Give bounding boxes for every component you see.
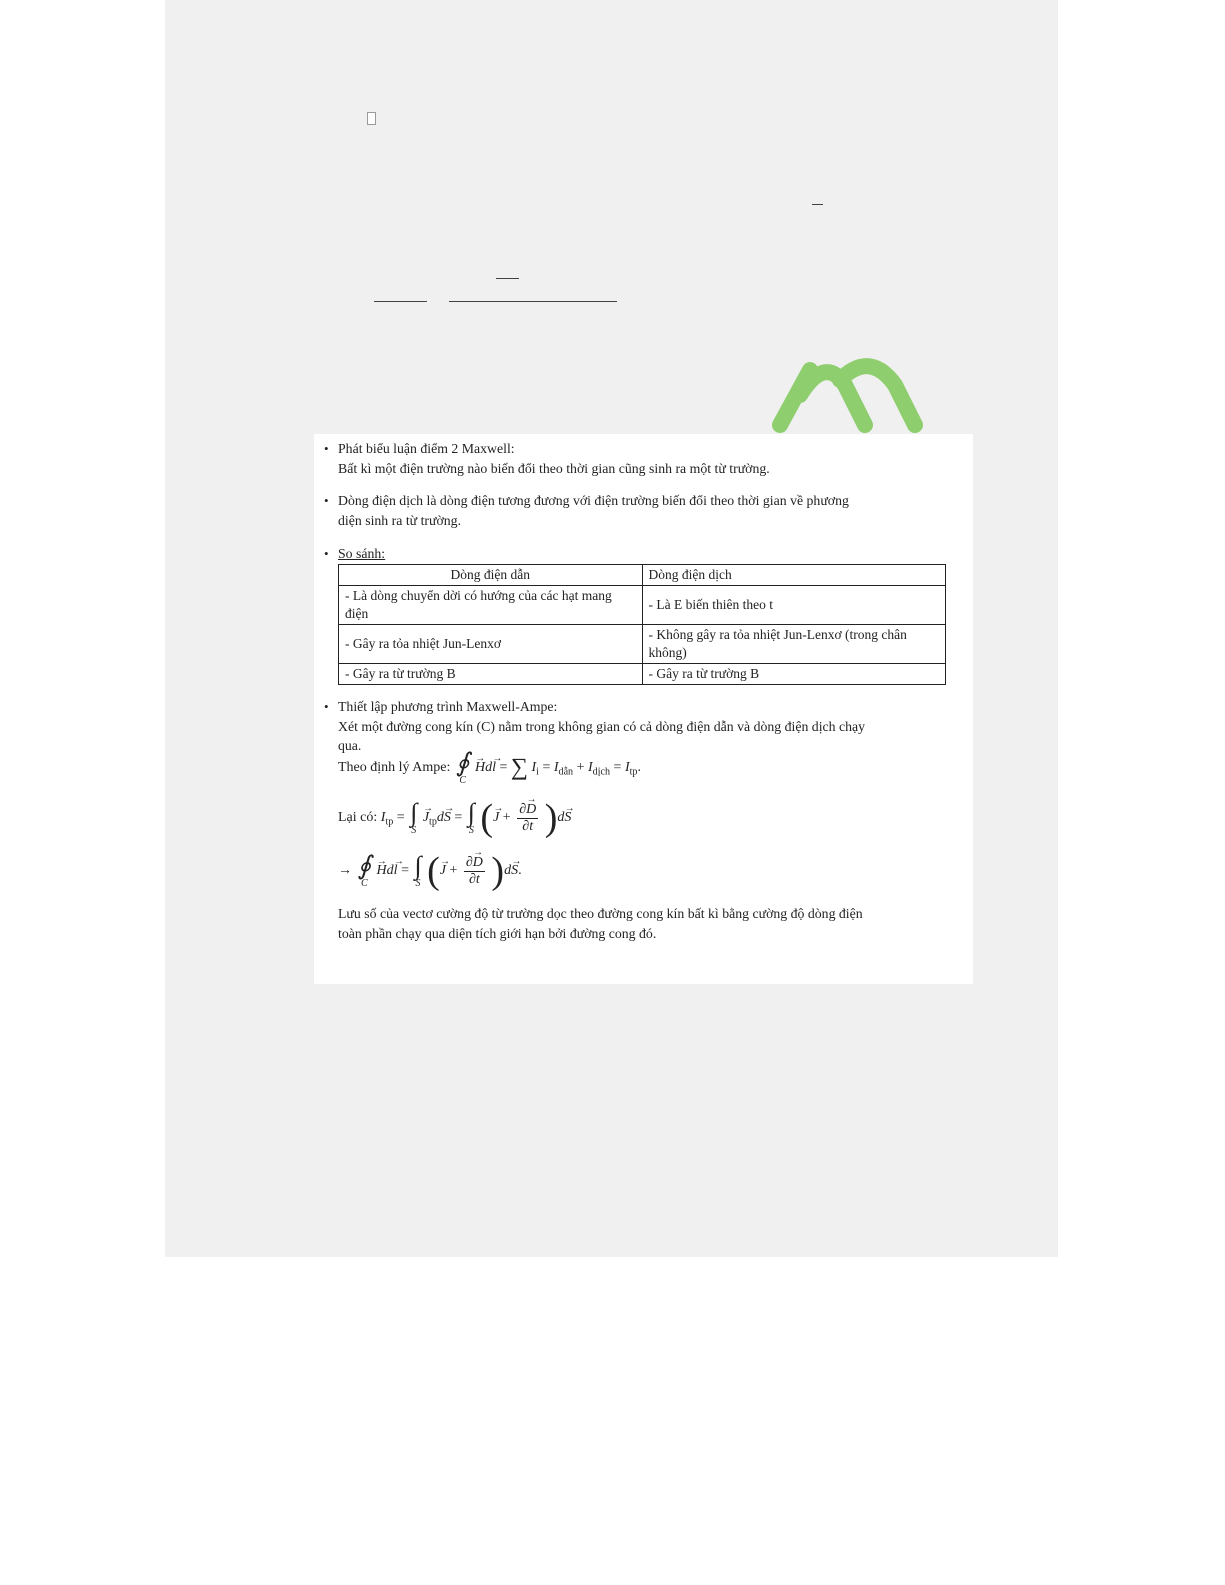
table-cell: - Không gây ra tỏa nhiệt Jun-Lenxơ (trong chân không) <box>642 625 946 664</box>
table-cell: - Gây ra từ trường B <box>339 664 643 685</box>
equation-maxwell-ampere: → ∮ C → Hd→ l = ∫ S (→ J + $\frac{\partial\to D}{\partial t}$ )d→ S. <box>338 849 522 893</box>
table-row <box>339 586 946 625</box>
comparison-table <box>338 564 946 685</box>
section-title: Thiết lập phương trình Maxwell-Ampe: <box>338 699 558 714</box>
watermark-logo <box>770 355 940 435</box>
missing-glyph-icon <box>367 112 376 125</box>
equation-label: Lại có: <box>338 810 378 826</box>
bullet-point: • <box>324 699 329 714</box>
table-header: Dòng điện dịch <box>642 565 946 586</box>
bullet-point: • <box>324 546 329 561</box>
section-title: Phát biểu luận điểm 2 Maxwell: <box>338 441 515 456</box>
section-compare <box>338 544 949 564</box>
table-header: Dòng điện dẫn <box>339 565 643 586</box>
equation-label: Theo định lý Ampe: <box>338 760 451 776</box>
section-maxwell-ampere <box>338 697 949 756</box>
section-body-line: Dòng điện dịch là dòng điện tương đương với điện trường biến đổi theo thời gian về phương <box>338 493 849 508</box>
section-body-line: diện sinh ra từ trường. <box>338 512 462 528</box>
table-cell: - Gây ra tỏa nhiệt Jun-Lenxơ <box>339 625 643 664</box>
arrow-symbol: → <box>338 863 352 879</box>
section-body-line: Xét một đường cong kín (C) nằm trong không gian có cả dòng điện dẫn và dòng điện dịch chạy <box>338 718 866 734</box>
underline-mark <box>496 278 519 279</box>
table-row <box>339 625 946 664</box>
underline-mark <box>374 301 427 302</box>
scanned-content <box>314 434 973 984</box>
table-cell: - Gây ra từ trường B <box>642 664 946 685</box>
equation-ampere-law: Theo định lý Ampe: ∮ C → Hd→ l = ∑ $I_i = I_{dẫn} + I_{dịch} = I_{tp}$. <box>338 750 641 786</box>
table-header-row <box>339 565 946 586</box>
section-displacement-current <box>338 491 949 530</box>
table-cell: - Là dòng chuyển dời có hướng của các hạt mang điện <box>339 586 643 625</box>
bullet-point: • <box>324 493 329 508</box>
underline-mark <box>812 204 823 205</box>
section-body: Bất kì một điện trường nào biến đổi theo thời gian cũng sinh ra một từ trường. <box>338 460 770 476</box>
conclusion-line: Lưu số của vectơ cường độ từ trường dọc theo đường cong kín bất kì bằng cường độ dòng điện <box>338 906 863 921</box>
table-cell: - Là E biến thiên theo t <box>642 586 946 625</box>
bullet-point: • <box>324 441 329 456</box>
conclusion-line: toàn phần chạy qua diện tích giới hạn bởi đường cong đó. <box>338 925 657 941</box>
equation-total-current: Lại có: $I_{tp}$ = ∫ S → $J_{tp}d\to S$ = ∫ S (→ J + $\frac{\partial\to D}{\partial t}$ )d→ S <box>338 796 571 840</box>
conclusion-paragraph <box>338 904 949 943</box>
table-row <box>339 664 946 685</box>
section-title: So sánh: <box>338 546 386 561</box>
section-body-line: qua. <box>338 738 362 753</box>
underline-mark <box>449 301 617 302</box>
section-maxwell-2 <box>338 439 949 478</box>
